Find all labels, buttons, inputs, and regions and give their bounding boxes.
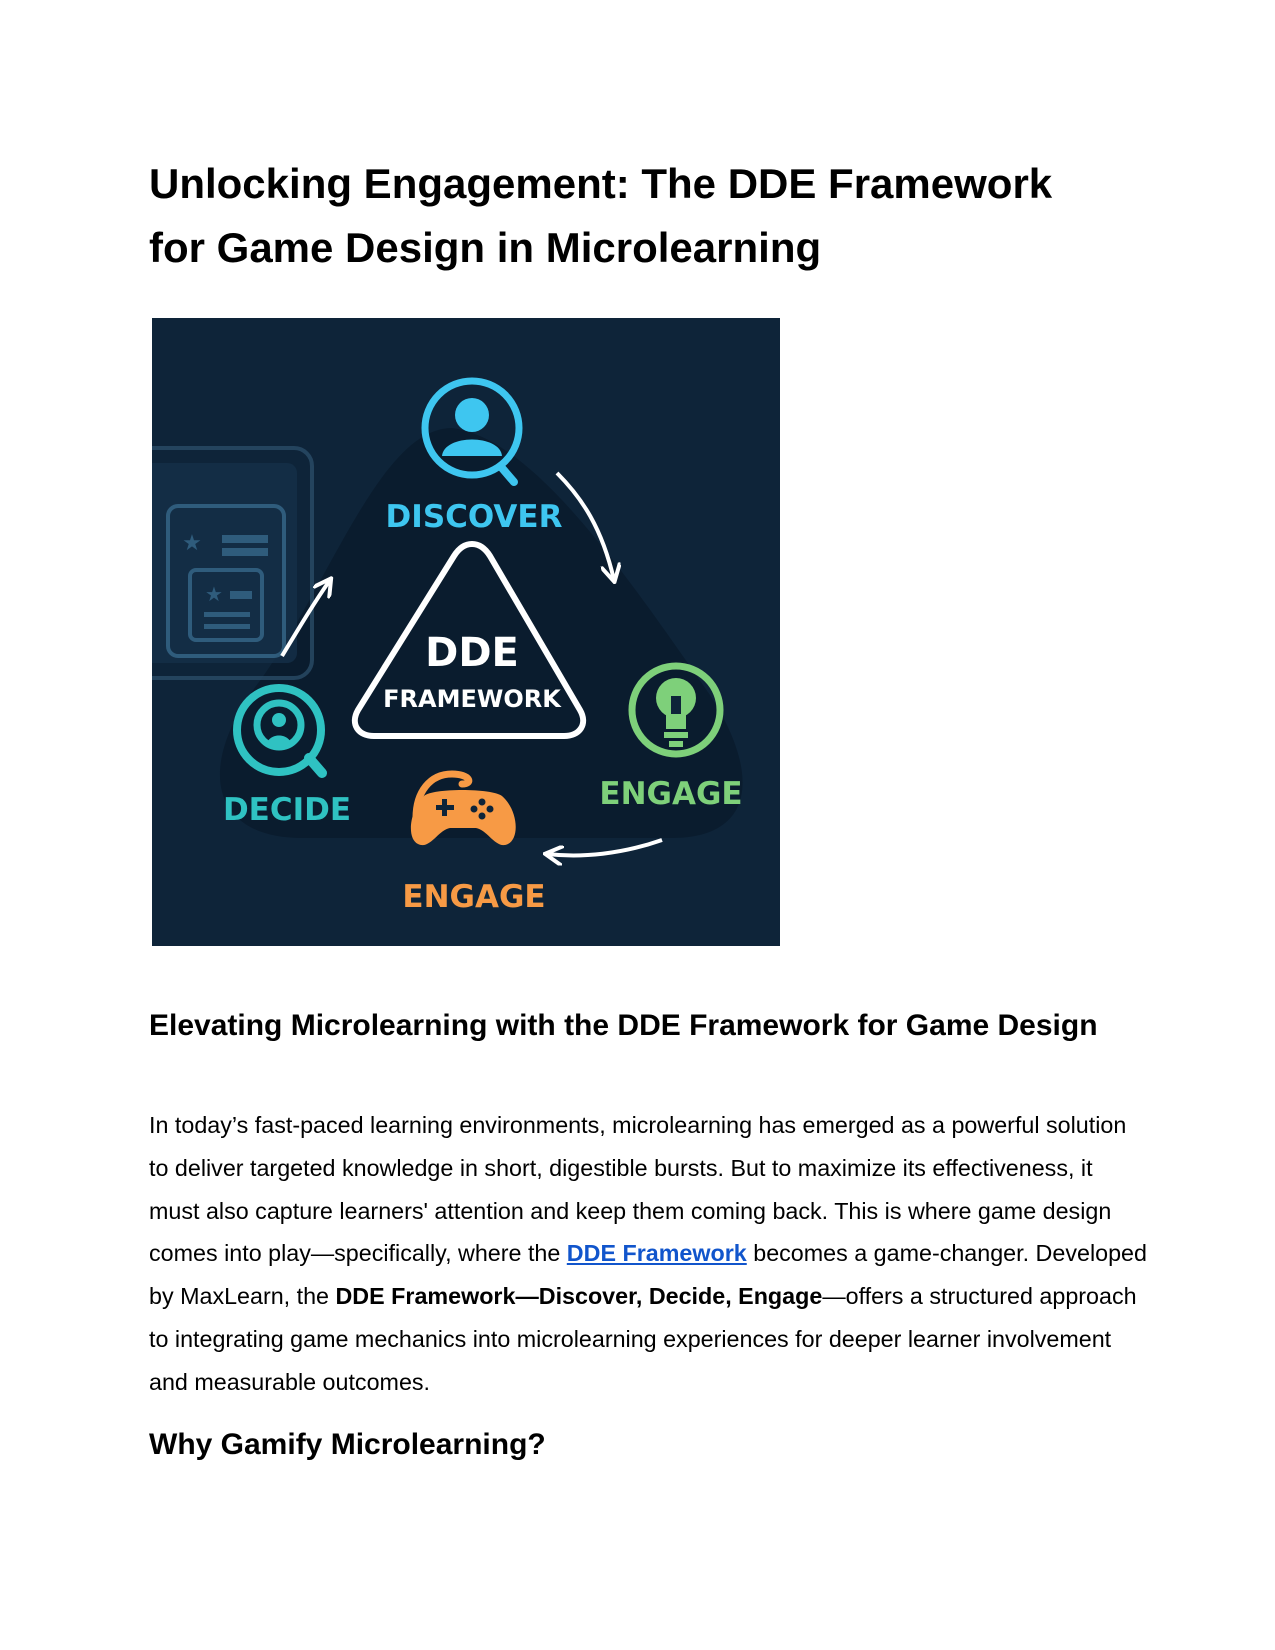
intro-text-2: becomes a game-changer. Developed by MaxLearn, the — [149, 1240, 1147, 1310]
engage-right-label: ENGAGE — [599, 776, 743, 812]
framework-subtitle: FRAMEWORK — [383, 685, 561, 713]
section-heading-elevating: Elevating Microlearning with the DDE Framework for Game Design — [149, 1009, 1098, 1042]
intro-text-3: —offers a structured approach to integrating game mechanics into microlearning experiences for deeper learner involvement and measurable outcomes. — [149, 1283, 1137, 1395]
intro-text-1: In today’s fast-paced learning environments, microlearning has emerged as a powerful solution to deliver targeted knowledge in short, digestible bursts. But to maximize its effectiveness, it must also capture learners' attention and keep them coming back. This is where game design comes into play—specifically, where the — [149, 1112, 1127, 1267]
dde-framework-link[interactable]: DDE Framework — [566, 1240, 747, 1267]
intro-bold-text: DDE Framework—Discover, Decide, Engage — [335, 1283, 823, 1310]
framework-title: DDE — [425, 630, 519, 676]
dde-framework-figure — [152, 318, 780, 946]
arrow-engage-to-engage — [547, 840, 662, 855]
section-heading-why-gamify: Why Gamify Microlearning? — [149, 1428, 546, 1461]
discover-label: DISCOVER — [385, 499, 563, 535]
page-title-line-1: Unlocking Engagement: The DDE Framework — [149, 160, 1053, 207]
page-title — [149, 152, 1149, 280]
svg-text:★: ★ — [205, 584, 223, 606]
page-title-line-2: for Game Design in Microlearning — [149, 224, 822, 271]
engage-bottom-label: ENGAGE — [402, 879, 546, 915]
decide-label: DECIDE — [222, 792, 352, 828]
intro-paragraph — [149, 1104, 1149, 1404]
svg-text:★: ★ — [182, 530, 202, 555]
